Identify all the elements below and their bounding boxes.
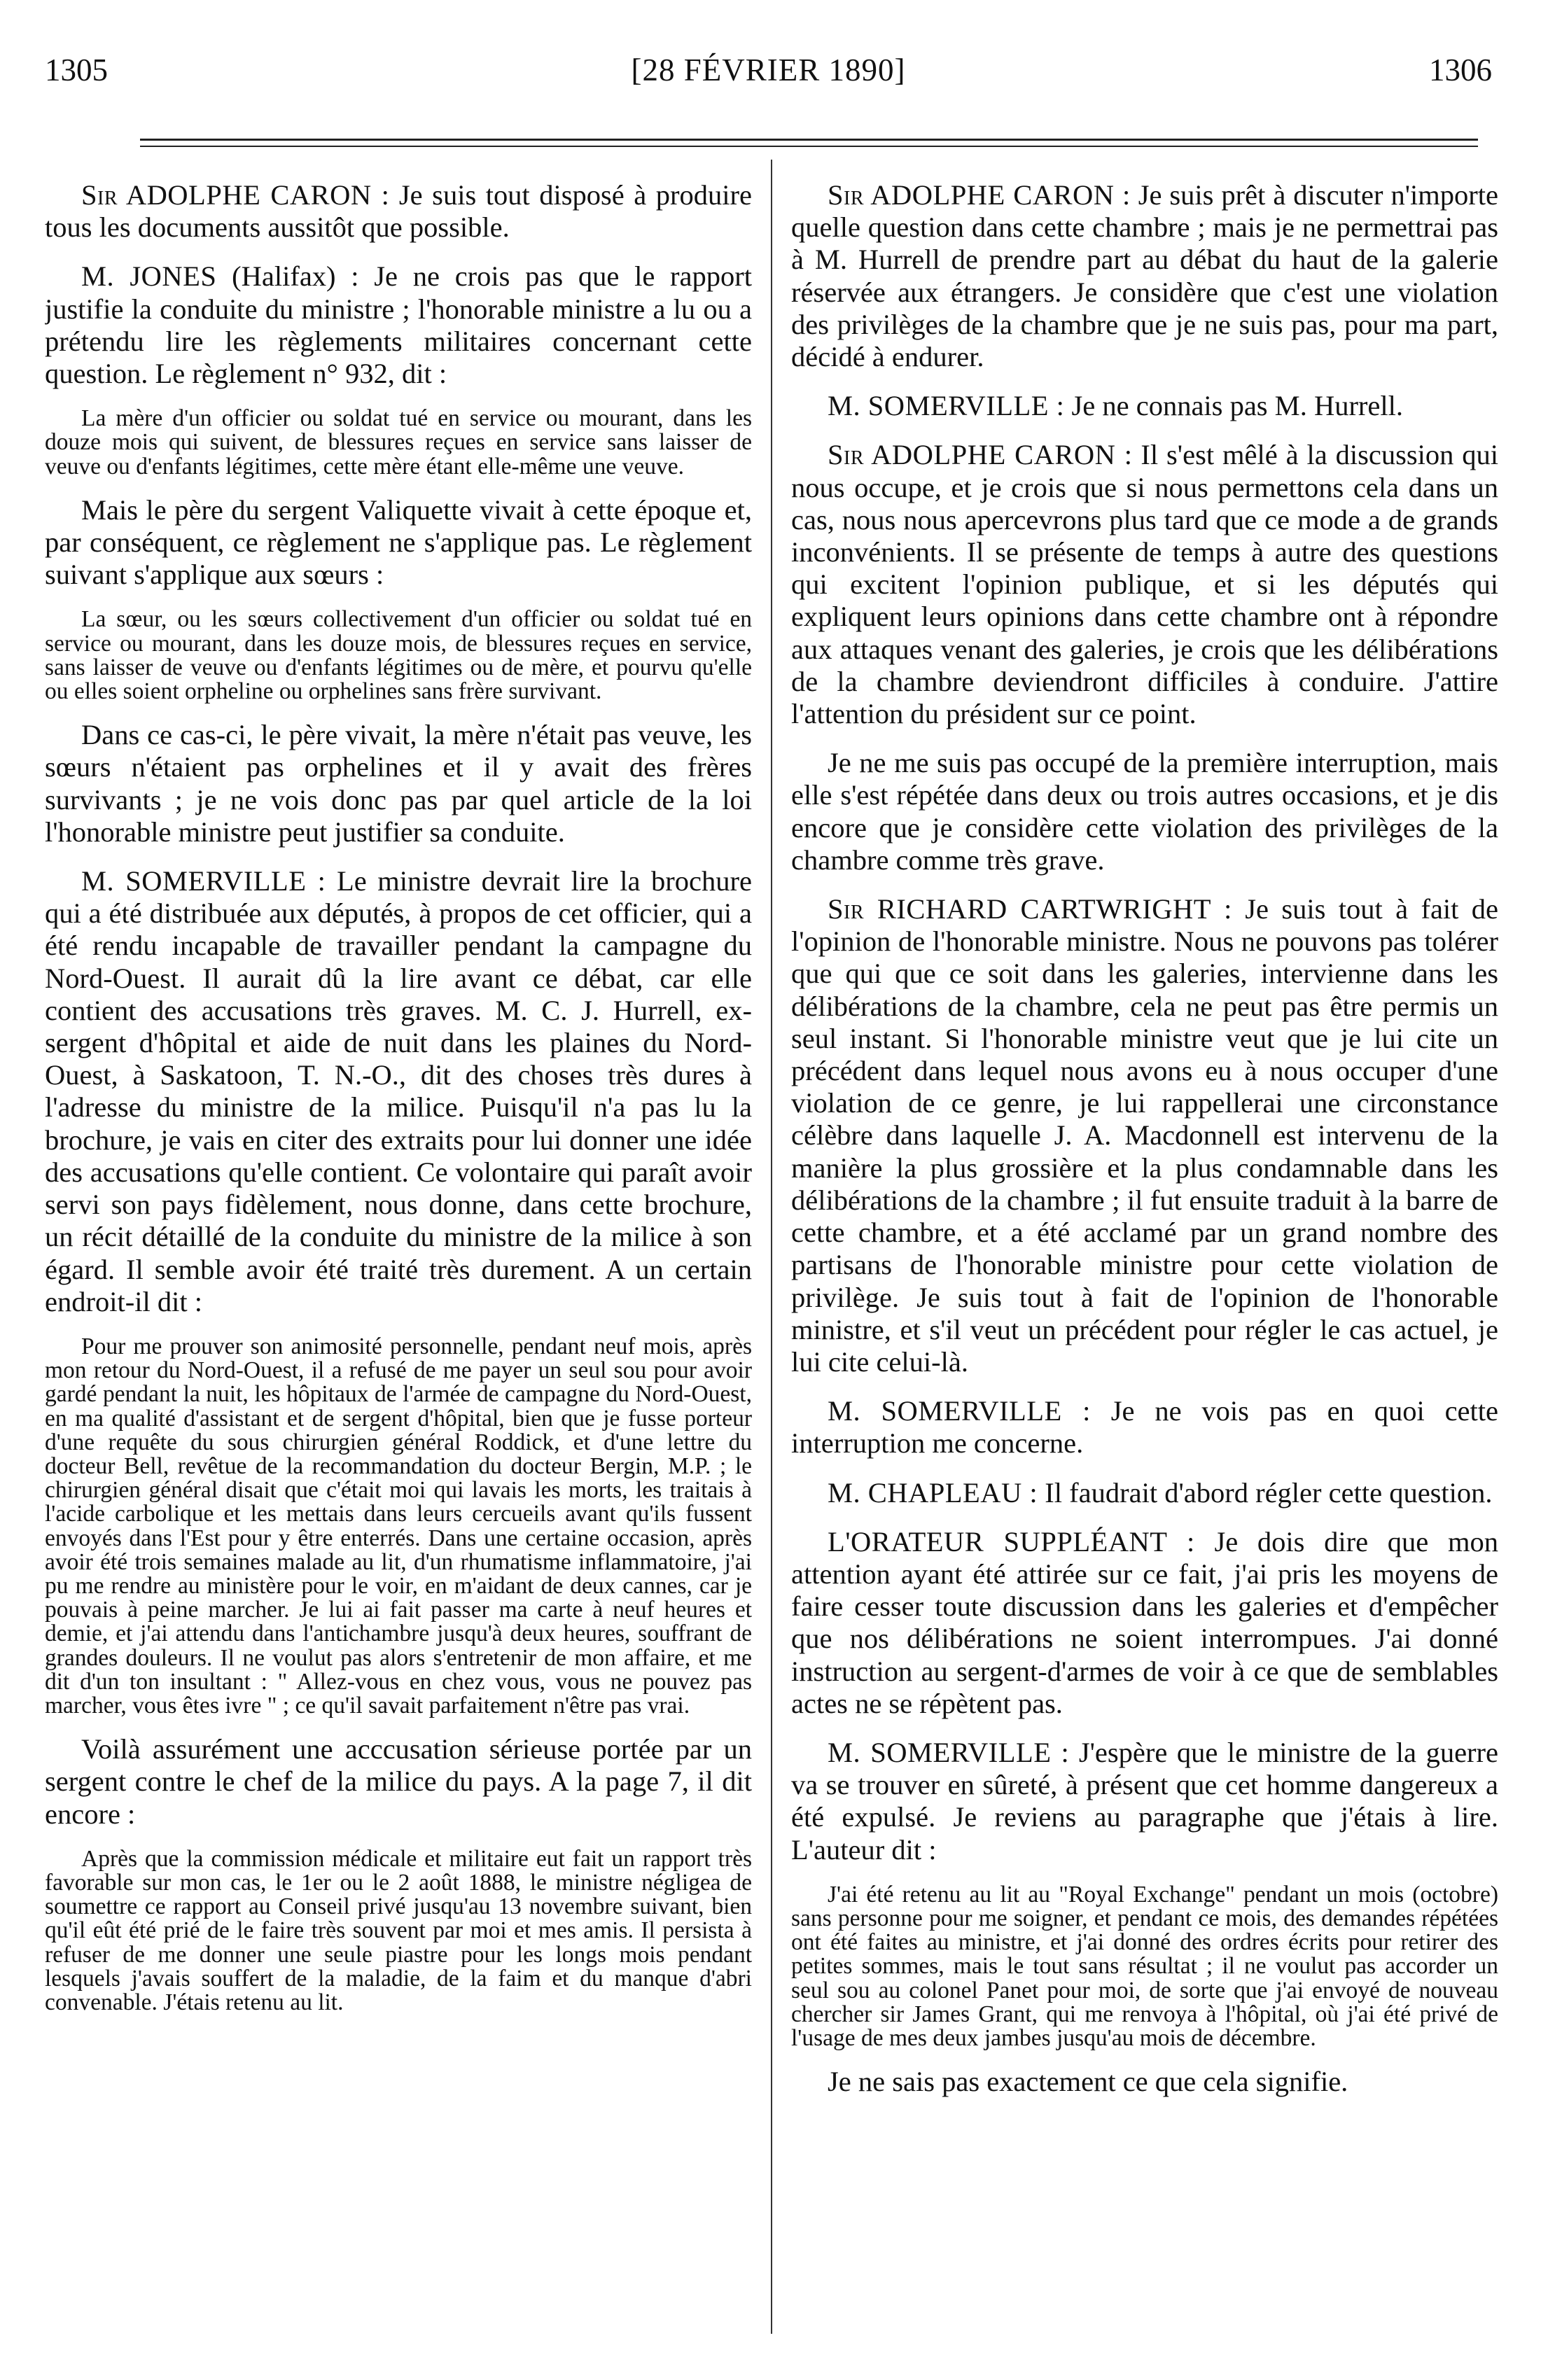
paragraph [45,179,752,244]
paragraph: Dans ce cas-ci, le père vivait, la mère n'était pas veuve, les sœurs n'étaient pas orphelines et il y avait des frères survivants ; je ne vois donc pas par quel article de la loi l'honorable ministre peut justifier sa conduite. [45,719,752,848]
block-quote: J'ai été retenu au lit au "Royal Exchange" pendant un mois (octobre) sans personne pour me soigner, et pendant ce mois, des demandes répétées ont été faites au ministre, et j'ai donné des ordres écrits pour retirer des petites sommes, mais le tout sans résultat ; il ne voulut pas accorder un seul sou au colonel Panet pour moi, de sorte que j'ai envoyé de nouveau chercher sir James Grant, qui me renvoya à l'hôpital, où j'ai été privé de l'usage de mes deux jambes jusqu'au mois de décembre. [791,1881,1498,2051]
column-divider [771,160,772,2334]
paragraph [791,390,1498,422]
paragraph [791,439,1498,730]
block-quote: Après que la commission médicale et militaire eut fait un rapport très favorable sur mon cas, le 1er ou le 2 août 1888, le ministre négligea de soumettre ce rapport au Conseil privé jusqu'au 13 novembre suivant, bien qu'il eût été prié de le faire très souvent par moi et mes amis. Il persista à refuser de me donner une seule piastre pour les longs mois pendant lesquels j'avais souffert de la maladie, de la faim et du manque d'abri convenable. J'étais retenu au lit. [45,1845,752,2015]
speech-text: Le ministre devrait lire la brochure qui a été distribuée aux députés, à propos de cet officier, qui a été rendu incapable de travailler pendant la campagne du Nord-Ouest. Il aurait dû la lire avant ce débat, car elle contient des accusations très graves. M. C. J. Hurrell, ex-sergent d'hôpital et aide de nuit dans les plaines du Nord-Ouest, à Saskatoon, T. N.-O., dit des choses très dures à l'adresse du ministre de la milice. Puisqu'il n'a pas lu la brochure, je vais en citer des extraits pour lui donner une idée des accusations qu'elle contient. Ce volontaire qui paraît avoir servi son pays fidèlement, nous donne, dans cette brochure, un récit détaillé de la conduite du ministre de la milice à son égard. Il semble avoir été traité très durement. A un certain endroit-il dit : [45,865,752,1317]
running-header [45,52,1492,97]
speaker-name: M. SOMERVILLE : [81,865,326,897]
speaker-name: Sir ADOLPHE CARON : [81,179,390,211]
paragraph [791,1737,1498,1866]
speech-text: Il faudrait d'abord régler cette question. [1038,1476,1493,1508]
speech-text: Je dois dire que mon attention ayant été attirée sur ce fait, j'ai pris les moyens de faire cesser toute discussion dans les galeries et d'empêcher que nos délibérations ne soient interrompues. J'ai donné instruction au sergent-d'armes de voir à ce que de semblables actes ne se répètent pas. [791,1525,1498,1719]
sitting-date: [28 FÉVRIER 1890] [631,52,906,88]
speech-text: Je suis prêt à discuter n'importe quelle question dans cette chambre ; mais je ne permettrai pas à M. Hurrell de prendre part au débat du haut de la galerie réservée aux étrangers. Je considère que c'est une violation des privilèges de la chambre que je ne suis pas, pour ma part, décidé à endurer. [791,179,1498,373]
block-quote: La sœur, ou les sœurs collectivement d'un officier ou soldat tué en service ou mourant, dans les douze mois, de blessures reçues en service, sans laisser de veuve ou d'enfants légitimes ou de mère, et pourvu qu'elle ou elles soient orpheline ou orphelines sans frère survivant. [45,606,752,705]
speech-text: J'espère que le ministre de la guerre va se trouver en sûreté, à présent que cet homme dangereux a été expulsé. Je reviens au paragraphe que j'étais à lire. L'auteur dit : [791,1736,1498,1865]
paragraph: Je ne sais pas exactement ce que cela signifie. [828,2066,1348,2098]
paragraph [45,865,752,1318]
paragraph [791,893,1498,1378]
speech-text: Je ne connais pas M. Hurrell. [1064,390,1404,422]
speaker-name: M. CHAPLEAU : [828,1476,1038,1508]
speech-text: Je suis tout à fait de l'opinion de l'honorable ministre. Nous ne pouvons pas tolérer que qui que ce soit dans les galeries, intervienne dans les délibérations de la chambre, cela ne peut pas être permis un seul instant. Si l'honorable ministre veut que je lui cite un précédent dans lequel nous avons eu à nous occuper d'une violation de ce genre, je lui rappellerai une circonstance célèbre dans laquelle J. A. Macdonnell est intervenu de la manière la plus grossière et la plus condamnable dans les délibérations de la chambre ; il fut ensuite traduit à la barre de cette chambre, et a été acclamé par un grand nombre des partisans de l'honorable ministre pour cette violation de privilège. Je suis tout à fait de l'opinion de l'honorable ministre, et s'il veut un précédent pour régler le cas actuel, je lui cite celui-là. [791,893,1498,1378]
speech-text: Je suis tout disposé à produire tous les documents aussitôt que possible. [45,179,752,244]
paragraph [791,1526,1498,1720]
speaker-name: M. JONES [81,260,217,293]
block-quote: La mère d'un officier ou soldat tué en service ou mourant, dans les douze mois qui suivent, de blessures reçues en service sans laisser de veuve ou d'enfants légitimes, cette mère étant elle-même une veuve. [45,405,752,479]
speaker-name: Sir RICHARD CARTWRIGHT : [828,893,1232,925]
speech-text: Il s'est mêlé à la discussion qui nous occupe, et je crois que si nous permettons cela dans un cas, nous nous apercevrons plus tard que ce mode a de grands inconvénients. Il se présente de temps à autre des questions qui excitent l'opinion publique, et si les députés qui expliquent leurs opinions dans cette chambre ont à répondre aux attaques venant des galeries, je crois que les délibérations de la chambre deviendront difficiles à conduire. J'attire l'attention du président sur ce point. [791,439,1498,730]
page-number-right: 1306 [1429,52,1492,88]
header-rule-top [140,139,1478,141]
speaker-name: L'ORATEUR SUPPLÉANT : [828,1525,1195,1558]
speech-text: Je ne vois pas en quoi cette interruption me concerne. [791,1395,1498,1460]
speaker-name: M. SOMERVILLE : [828,1736,1070,1768]
header-rule-bottom [140,146,1478,147]
paragraph [45,260,752,390]
paragraph: Mais le père du sergent Valiquette vivait à cette époque et, par conséquent, ce règlement ne s'applique pas. Le règlement suivant s'applique aux sœurs : [45,493,752,591]
paragraph [791,1395,1498,1460]
speaker-name: Sir ADOLPHE CARON : [828,439,1133,471]
speaker-name: M. SOMERVILLE : [828,390,1065,422]
right-column [791,179,1498,2338]
speaker-name: Sir ADOLPHE CARON : [828,179,1131,211]
paragraph: Je ne me suis pas occupé de la première interruption, mais elle s'est répétée dans deux ou trois autres occasions, et je dis encore que je considère cette violation des privilèges de la chambre comme très grave. [791,747,1498,876]
paragraph [791,1477,1498,1509]
left-column [45,179,752,2338]
block-quote: Pour me prouver son animosité personnelle, pendant neuf mois, après mon retour du Nord-Ouest, il a refusé de me payer un seul sou pour avoir gardé pendant la nuit, les hôpitaux de l'armée de campagne du Nord-Ouest, en ma qualité d'assistant et de sergent d'hôpital, bien que je fusse porteur d'une requête du sous chirurgien général Roddick, et d'une lettre du docteur Bell, revêtue de la recommandation du docteur Bergin, M.P. ; le chirurgien général disait que c'était moi qui lavais les morts, les traitais à l'acide carbolique et les mettais dans leurs cercueils avant qu'ils fussent envoyés dans l'Est pour y être enterrés. Dans une certaine occasion, après avoir été trois semaines malade au lit, d'un rhumatisme inflammatoire, j'ai pu me rendre au ministère pour le voir, en m'aidant de deux cannes, car je pouvais à peine marcher. Je lui ai fait passer ma carte à neuf heures et demie, et j'ai attendu dans l'antichambre jusqu'à deux heures, souffrant de grandes douleurs. Il ne voulut pas alors s'entretenir de mon affaire, et me dit d'un ton insultant : " Allez-vous en chez vous, vous ne pouvez pas marcher, vous êtes ivre " ; ce qu'il savait parfaitement n'être pas vrai. [45,1333,752,1718]
speaker-name: M. SOMERVILLE : [828,1395,1091,1427]
paragraph: Voilà assurément une acccusation sérieuse portée par un sergent contre le chef de la milice du pays. A la page 7, il dit encore : [45,1733,752,1830]
speech-text: (Halifax) : Je ne crois pas que le rapport justifie la conduite du ministre ; l'honorable ministre a lu ou a prétendu lire les règlements militaires concernant cette question. Le règlement n° 932, dit : [45,260,752,390]
page-number-left: 1305 [45,52,108,88]
paragraph [791,179,1498,373]
